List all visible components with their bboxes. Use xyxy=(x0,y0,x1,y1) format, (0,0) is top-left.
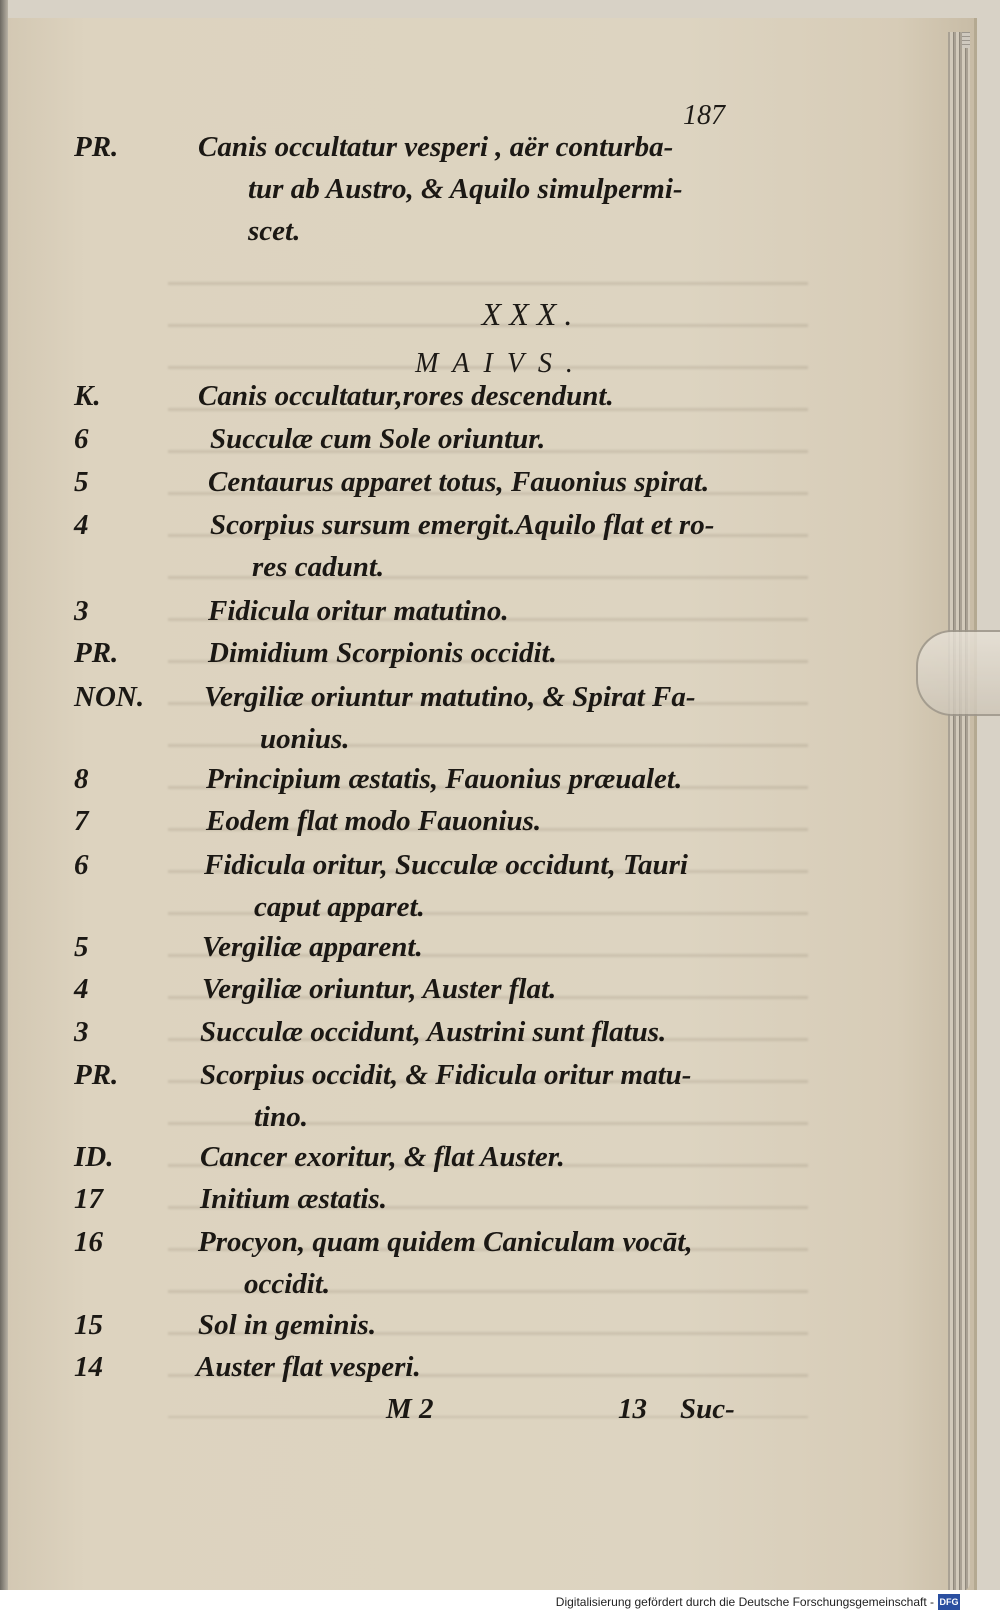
entry-day: 6 xyxy=(74,849,89,881)
entry-day: 3 xyxy=(74,595,89,627)
entry-line: res cadunt. xyxy=(252,551,385,583)
entry-day: K. xyxy=(74,380,101,412)
entry-line: tur ab Austro, & Aquilo simulpermi- xyxy=(248,173,683,205)
entry-day: 17 xyxy=(74,1183,103,1215)
page-clip xyxy=(916,630,1000,716)
entry-day: 5 xyxy=(74,931,89,963)
entry-line: Vergiliæ oriuntur matutino, & Spirat Fa- xyxy=(204,681,696,713)
entry-day: 14 xyxy=(74,1351,103,1383)
footer-bar xyxy=(0,1590,1000,1612)
entry-line: tino. xyxy=(254,1101,308,1133)
entry-line: Procyon, quam quidem Caniculam vocāt, xyxy=(198,1226,693,1258)
footer-credit: Digitalisierung gefördert durch die Deutsche Forschungsgemeinschaft - xyxy=(555,1595,934,1609)
entry-line: Eodem flat modo Fauonius. xyxy=(206,805,542,837)
entry-day: 15 xyxy=(74,1309,103,1341)
entry-day: 7 xyxy=(74,805,89,837)
entry-line: Cancer exoritur, & flat Auster. xyxy=(200,1141,565,1173)
month-heading: MAIVS. xyxy=(415,348,587,379)
entry-line: Scorpius sursum emergit.Aquilo flat et ro- xyxy=(210,509,715,541)
entry-line: Auster flat vesperi. xyxy=(196,1351,421,1383)
entry-day: 8 xyxy=(74,763,89,795)
entry-line: Scorpius occidit, & Fidicula oritur matu- xyxy=(200,1059,692,1091)
catchword-day: 13 xyxy=(618,1393,647,1425)
catchword: Suc- xyxy=(680,1393,735,1425)
entry-line: Vergiliæ apparent. xyxy=(202,931,423,963)
scan-edge xyxy=(0,0,8,1612)
entry-line: Canis occultatur vesperi , aër conturba- xyxy=(198,131,674,163)
entry-day: NON. xyxy=(74,681,145,713)
entry-day: PR. xyxy=(74,1059,119,1091)
entry-line: Principium æstatis, Fauonius præualet. xyxy=(206,763,683,795)
entry-day: 16 xyxy=(74,1226,103,1258)
entry-day: ID. xyxy=(74,1141,114,1173)
entry-line: occidit. xyxy=(244,1268,331,1300)
entry-line: caput apparet. xyxy=(254,891,425,923)
entry-day: 6 xyxy=(74,423,89,455)
entry-line: Initium æstatis. xyxy=(200,1183,387,1215)
entry-line: Succulæ cum Sole oriuntur. xyxy=(210,423,546,455)
entry-line: Vergiliæ oriuntur, Auster flat. xyxy=(202,973,557,1005)
entry-day: PR. xyxy=(74,131,119,163)
entry-line: Fidicula oritur matutino. xyxy=(208,595,509,627)
signature-mark: M 2 xyxy=(386,1393,434,1425)
entry-day: 3 xyxy=(74,1016,89,1048)
entry-line: scet. xyxy=(248,215,301,247)
entry-line: Canis occultatur,rores descendunt. xyxy=(198,380,614,412)
entry-day: 4 xyxy=(74,509,89,541)
entry-line: Fidicula oritur, Succulæ occidunt, Tauri xyxy=(204,849,688,881)
entry-line: Centaurus apparet totus, Fauonius spirat. xyxy=(208,466,710,498)
entry-line: uonius. xyxy=(260,723,350,755)
entry-line: Succulæ occidunt, Austrini sunt flatus. xyxy=(200,1016,667,1048)
page-number: 187 xyxy=(683,100,725,131)
entry-day: PR. xyxy=(74,637,119,669)
calendar-entries xyxy=(8,18,974,1603)
dfg-logo: DFG xyxy=(938,1594,960,1610)
entry-day: 5 xyxy=(74,466,89,498)
entry-line: Sol in geminis. xyxy=(198,1309,377,1341)
entry-day: 4 xyxy=(74,973,89,1005)
section-number: XXX. xyxy=(481,296,581,332)
book-page xyxy=(8,18,977,1603)
entry-line: Dimidium Scorpionis occidit. xyxy=(208,637,557,669)
